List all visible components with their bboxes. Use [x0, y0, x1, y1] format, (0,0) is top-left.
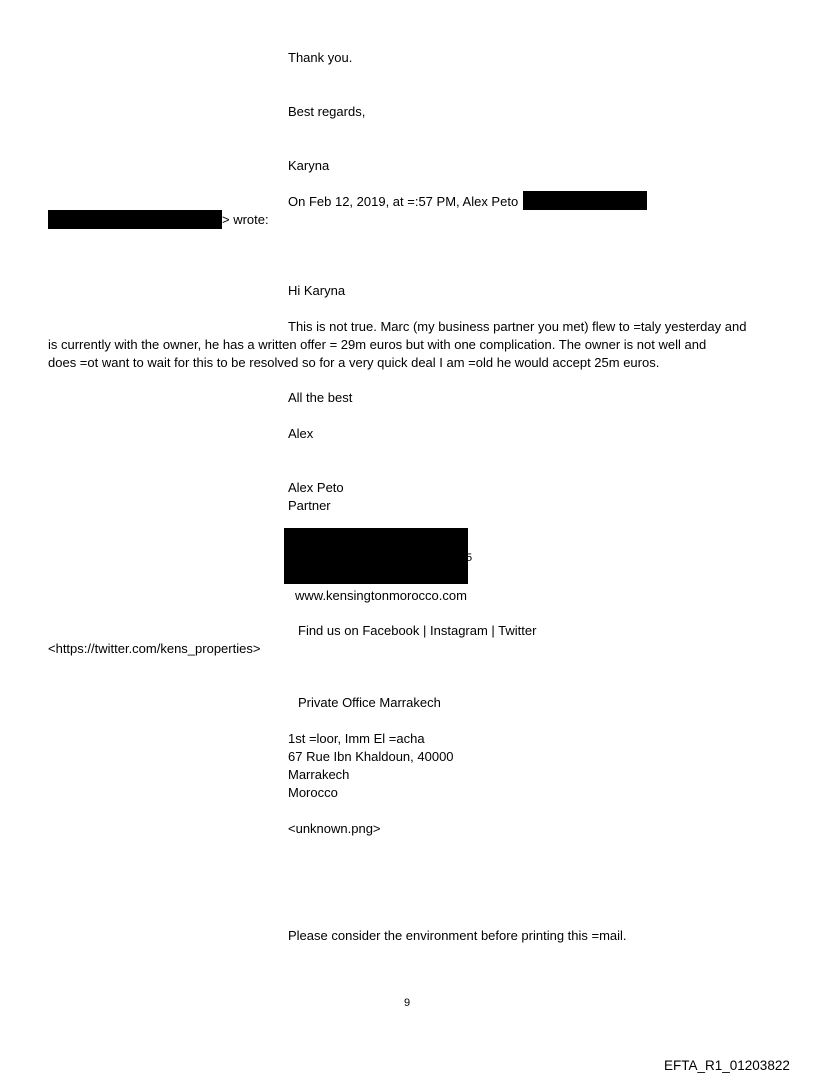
- twitter-url: <https://twitter.com/kens_properties>: [48, 641, 261, 656]
- address-line: 67 Rue Ibn Khaldoun, 40000: [288, 749, 454, 764]
- redaction-box: [284, 528, 468, 584]
- attachment-placeholder: <unknown.png>: [288, 821, 381, 836]
- address-line: 1st =loor, Imm El =acha: [288, 731, 425, 746]
- quoted-sign-off: All the best: [288, 390, 353, 405]
- quote-header-wrote: > wrote:: [222, 212, 269, 227]
- quoted-body-line: is currently with the owner, he has a written offer = 29m euros but with one complication. The owner is not well and: [48, 337, 707, 352]
- address-line: Morocco: [288, 785, 338, 800]
- redaction-box: [523, 191, 647, 210]
- quoted-body-line: This is not true. Marc (my business partner you met) flew to =taly yesterday and: [288, 319, 747, 334]
- document-id: EFTA_R1_01203822: [664, 1058, 790, 1073]
- page-number: 9: [404, 997, 411, 1009]
- quoted-body-line: does =ot want to wait for this to be resolved so for a very quick deal I am =old he would accept 25m euros.: [48, 355, 660, 370]
- website-link: www.kensingtonmorocco.com: [295, 588, 467, 603]
- sender-title: Partner: [288, 498, 331, 513]
- signature-name: Karyna: [288, 158, 330, 173]
- address-line: Marrakech: [288, 767, 350, 782]
- environment-note: Please consider the environment before printing this =mail.: [288, 928, 627, 943]
- social-links: Find us on Facebook | Instagram | Twitter: [298, 623, 537, 638]
- sender-full-name: Alex Peto: [288, 480, 344, 495]
- office-name: Private Office Marrakech: [298, 695, 441, 710]
- quote-header-line: On Feb 12, 2019, at =:57 PM, Alex Peto: [288, 194, 519, 209]
- quoted-greeting: Hi Karyna: [288, 283, 346, 298]
- redaction-box: [48, 210, 222, 229]
- closing-thanks: Thank you.: [288, 50, 353, 65]
- redaction-residue: 5: [466, 552, 473, 564]
- closing-regards: Best regards,: [288, 104, 366, 119]
- quoted-sender-first: Alex: [288, 426, 314, 441]
